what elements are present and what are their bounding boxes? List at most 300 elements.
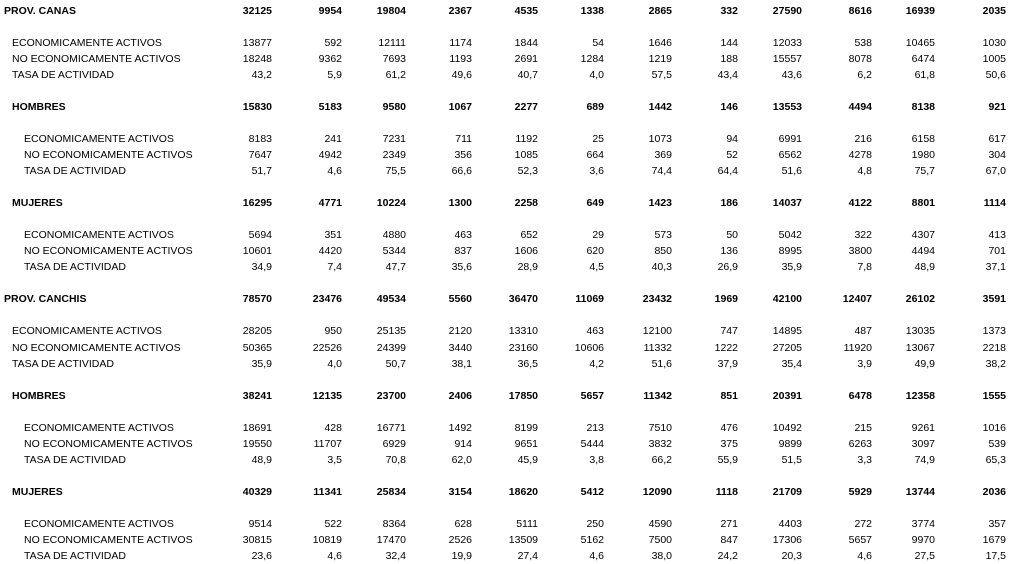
row-label: PROV. CANAS xyxy=(4,5,76,17)
table-cell: 13067 xyxy=(905,342,935,354)
table-cell: 57,5 xyxy=(651,69,672,81)
table-cell: 12358 xyxy=(905,390,935,402)
table-cell: 5111 xyxy=(516,518,538,530)
table-row xyxy=(0,260,1010,274)
table-cell: 12033 xyxy=(772,37,802,49)
table-cell: 43,4 xyxy=(717,69,738,81)
table-cell: 2120 xyxy=(448,325,472,337)
table-cell: 15830 xyxy=(242,101,272,113)
table-cell: 7,4 xyxy=(327,261,342,273)
table-cell: 18620 xyxy=(508,486,538,498)
table-cell: 4494 xyxy=(911,245,935,257)
table-cell: 48,9 xyxy=(251,454,272,466)
table-cell: 8138 xyxy=(911,101,935,113)
row-label: TASA DE ACTIVIDAD xyxy=(24,261,126,273)
table-cell: 4,0 xyxy=(589,69,604,81)
table-cell: 6929 xyxy=(382,438,406,450)
table-cell: 21709 xyxy=(772,486,802,498)
table-cell: 9970 xyxy=(911,534,935,546)
table-cell: 23,6 xyxy=(251,550,272,562)
table-cell: 463 xyxy=(586,325,604,337)
table-row xyxy=(0,517,1010,531)
table-row xyxy=(0,453,1010,467)
table-cell: 6478 xyxy=(848,390,872,402)
table-cell: 18691 xyxy=(242,422,272,434)
group-header-row xyxy=(0,292,1010,306)
table-cell: 40329 xyxy=(242,486,272,498)
table-row xyxy=(0,68,1010,82)
table-cell: 13310 xyxy=(508,325,538,337)
table-cell: 54 xyxy=(592,37,604,49)
table-cell: 10465 xyxy=(905,37,935,49)
group-header-row xyxy=(0,196,1010,210)
table-cell: 32,4 xyxy=(385,550,406,562)
table-cell: 17306 xyxy=(772,534,802,546)
table-cell: 9651 xyxy=(514,438,538,450)
table-cell: 7693 xyxy=(382,53,406,65)
row-label: TASA DE ACTIVIDAD xyxy=(24,550,126,562)
table-cell: 26,9 xyxy=(717,261,738,273)
table-cell: 17,5 xyxy=(985,550,1006,562)
table-cell: 11069 xyxy=(575,293,604,305)
table-cell: 2218 xyxy=(982,342,1006,354)
table-cell: 3097 xyxy=(911,438,935,450)
table-cell: 847 xyxy=(720,534,738,546)
table-cell: 35,9 xyxy=(251,358,272,370)
table-cell: 25 xyxy=(592,133,604,145)
table-cell: 1969 xyxy=(714,293,738,305)
row-label: NO ECONOMICAMENTE ACTIVOS xyxy=(24,534,193,546)
row-label: ECONOMICAMENTE ACTIVOS xyxy=(12,325,162,337)
table-cell: 1646 xyxy=(648,37,672,49)
table-row xyxy=(0,244,1010,258)
table-row xyxy=(0,132,1010,146)
table-cell: 628 xyxy=(454,518,472,530)
table-cell: 11341 xyxy=(313,486,342,498)
table-cell: 689 xyxy=(586,101,604,113)
table-cell: 5929 xyxy=(848,486,872,498)
table-cell: 2367 xyxy=(448,5,472,17)
table-cell: 144 xyxy=(720,37,738,49)
table-cell: 272 xyxy=(854,518,872,530)
table-cell: 4420 xyxy=(318,245,342,257)
table-cell: 617 xyxy=(988,133,1006,145)
table-cell: 12111 xyxy=(378,37,406,49)
table-cell: 13744 xyxy=(905,486,935,498)
table-cell: 25135 xyxy=(376,325,406,337)
table-cell: 3,8 xyxy=(589,454,604,466)
table-cell: 4,8 xyxy=(857,165,872,177)
table-cell: 4307 xyxy=(911,229,935,241)
table-cell: 40,3 xyxy=(651,261,672,273)
table-cell: 2526 xyxy=(448,534,472,546)
table-cell: 136 xyxy=(720,245,738,257)
row-label: ECONOMICAMENTE ACTIVOS xyxy=(24,422,174,434)
table-cell: 3440 xyxy=(448,342,472,354)
table-cell: 32125 xyxy=(242,5,272,17)
table-cell: 1423 xyxy=(648,197,672,209)
table-cell: 369 xyxy=(654,149,672,161)
table-cell: 1073 xyxy=(648,133,672,145)
table-cell: 17850 xyxy=(508,390,538,402)
row-label: TASA DE ACTIVIDAD xyxy=(24,165,126,177)
table-cell: 50 xyxy=(726,229,738,241)
table-cell: 711 xyxy=(455,133,472,145)
table-cell: 52 xyxy=(726,149,738,161)
table-cell: 2691 xyxy=(514,53,538,65)
table-cell: 11332 xyxy=(643,342,672,354)
table-cell: 4278 xyxy=(848,149,872,161)
group-header-row xyxy=(0,4,1010,18)
table-cell: 3832 xyxy=(648,438,672,450)
table-cell: 701 xyxy=(988,245,1006,257)
table-row xyxy=(0,228,1010,242)
table-cell: 19,9 xyxy=(451,550,472,562)
table-cell: 6,2 xyxy=(857,69,872,81)
table-cell: 5657 xyxy=(848,534,872,546)
table-cell: 10601 xyxy=(242,245,272,257)
table-cell: 11707 xyxy=(313,438,342,450)
table-cell: 7,8 xyxy=(857,261,872,273)
group-header-row xyxy=(0,100,1010,114)
table-cell: 1030 xyxy=(982,37,1006,49)
table-cell: 522 xyxy=(324,518,342,530)
table-cell: 38241 xyxy=(242,390,272,402)
table-cell: 5657 xyxy=(580,390,604,402)
table-cell: 12090 xyxy=(642,486,672,498)
row-label: TASA DE ACTIVIDAD xyxy=(12,69,114,81)
table-cell: 1085 xyxy=(514,149,538,161)
table-cell: 9899 xyxy=(778,438,802,450)
table-cell: 1492 xyxy=(448,422,472,434)
table-cell: 1174 xyxy=(449,37,472,49)
table-cell: 3,3 xyxy=(857,454,872,466)
table-cell: 2277 xyxy=(514,101,538,113)
row-label: MUJERES xyxy=(12,486,63,498)
table-cell: 47,7 xyxy=(385,261,406,273)
table-row xyxy=(0,533,1010,547)
table-cell: 2865 xyxy=(648,5,672,17)
table-cell: 6991 xyxy=(778,133,802,145)
table-cell: 37,9 xyxy=(717,358,738,370)
table-cell: 45,9 xyxy=(517,454,538,466)
row-label: NO ECONOMICAMENTE ACTIVOS xyxy=(12,53,181,65)
row-label: NO ECONOMICAMENTE ACTIVOS xyxy=(24,245,193,257)
table-cell: 28205 xyxy=(242,325,272,337)
row-label: NO ECONOMICAMENTE ACTIVOS xyxy=(24,149,193,161)
table-cell: 664 xyxy=(586,149,604,161)
table-cell: 1980 xyxy=(911,149,935,161)
table-cell: 4,6 xyxy=(327,550,342,562)
table-cell: 5444 xyxy=(580,438,604,450)
table-cell: 3591 xyxy=(982,293,1006,305)
table-cell: 10224 xyxy=(376,197,406,209)
table-cell: 304 xyxy=(988,149,1006,161)
table-cell: 35,6 xyxy=(451,261,472,273)
table-cell: 50,6 xyxy=(985,69,1006,81)
table-cell: 1005 xyxy=(982,53,1006,65)
table-cell: 620 xyxy=(586,245,604,257)
table-cell: 215 xyxy=(854,422,872,434)
table-cell: 592 xyxy=(324,37,342,49)
table-cell: 8801 xyxy=(911,197,935,209)
table-cell: 950 xyxy=(324,325,342,337)
table-cell: 7647 xyxy=(248,149,272,161)
table-cell: 23432 xyxy=(642,293,672,305)
table-row xyxy=(0,36,1010,50)
row-label: TASA DE ACTIVIDAD xyxy=(24,454,126,466)
table-row xyxy=(0,148,1010,162)
table-cell: 50365 xyxy=(242,342,272,354)
table-cell: 14037 xyxy=(772,197,802,209)
table-cell: 375 xyxy=(720,438,738,450)
table-cell: 24,2 xyxy=(717,550,738,562)
table-cell: 7510 xyxy=(648,422,672,434)
table-cell: 1222 xyxy=(714,342,738,354)
table-cell: 241 xyxy=(324,133,342,145)
table-cell: 4,6 xyxy=(857,550,872,562)
table-cell: 37,1 xyxy=(985,261,1006,273)
row-label: ECONOMICAMENTE ACTIVOS xyxy=(24,229,174,241)
table-cell: 78570 xyxy=(242,293,272,305)
table-cell: 36,5 xyxy=(517,358,538,370)
table-cell: 332 xyxy=(720,5,738,17)
table-cell: 17470 xyxy=(376,534,406,546)
table-cell: 51,7 xyxy=(251,165,272,177)
table-cell: 4494 xyxy=(848,101,872,113)
table-cell: 24399 xyxy=(376,342,406,354)
table-cell: 74,4 xyxy=(651,165,672,177)
table-cell: 539 xyxy=(988,438,1006,450)
table-cell: 51,5 xyxy=(781,454,802,466)
table-cell: 43,2 xyxy=(251,69,272,81)
table-cell: 914 xyxy=(454,438,472,450)
table-row xyxy=(0,52,1010,66)
table-cell: 3,5 xyxy=(327,454,342,466)
table-cell: 49,9 xyxy=(914,358,935,370)
table-cell: 51,6 xyxy=(781,165,802,177)
table-cell: 66,2 xyxy=(651,454,672,466)
row-label: MUJERES xyxy=(12,197,63,209)
table-cell: 38,0 xyxy=(651,550,672,562)
table-cell: 4590 xyxy=(648,518,672,530)
table-cell: 4880 xyxy=(382,229,406,241)
table-cell: 4535 xyxy=(514,5,538,17)
group-header-row xyxy=(0,389,1010,403)
table-cell: 5560 xyxy=(448,293,472,305)
table-row xyxy=(0,437,1010,451)
table-cell: 428 xyxy=(324,422,342,434)
table-cell: 476 xyxy=(720,422,738,434)
row-label: NO ECONOMICAMENTE ACTIVOS xyxy=(12,342,181,354)
table-row xyxy=(0,324,1010,338)
table-cell: 4,0 xyxy=(327,358,342,370)
table-cell: 2349 xyxy=(382,149,406,161)
table-cell: 42100 xyxy=(772,293,802,305)
table-cell: 20391 xyxy=(772,390,802,402)
table-cell: 12100 xyxy=(642,325,672,337)
table-cell: 13509 xyxy=(508,534,538,546)
table-cell: 1193 xyxy=(449,53,472,65)
table-cell: 14895 xyxy=(772,325,802,337)
table-cell: 62,0 xyxy=(451,454,472,466)
table-cell: 1114 xyxy=(983,197,1006,209)
table-cell: 8995 xyxy=(778,245,802,257)
table-cell: 67,0 xyxy=(985,165,1006,177)
table-cell: 271 xyxy=(720,518,738,530)
table-cell: 837 xyxy=(454,245,472,257)
table-cell: 26102 xyxy=(905,293,935,305)
table-cell: 50,7 xyxy=(385,358,406,370)
table-cell: 19550 xyxy=(242,438,272,450)
table-cell: 1555 xyxy=(982,390,1006,402)
table-cell: 27,4 xyxy=(517,550,538,562)
table-cell: 11920 xyxy=(843,342,872,354)
table-cell: 5412 xyxy=(580,486,604,498)
table-cell: 43,6 xyxy=(781,69,802,81)
table-cell: 3774 xyxy=(911,518,935,530)
table-cell: 322 xyxy=(854,229,872,241)
table-cell: 216 xyxy=(854,133,872,145)
table-cell: 7500 xyxy=(648,534,672,546)
table-cell: 573 xyxy=(654,229,672,241)
table-cell: 13035 xyxy=(905,325,935,337)
table-cell: 27590 xyxy=(772,5,802,17)
table-cell: 23476 xyxy=(312,293,342,305)
table-cell: 35,9 xyxy=(781,261,802,273)
table-cell: 23700 xyxy=(376,390,406,402)
table-cell: 25834 xyxy=(376,486,406,498)
table-cell: 15557 xyxy=(772,53,802,65)
table-cell: 4403 xyxy=(778,518,802,530)
table-cell: 18248 xyxy=(242,53,272,65)
table-cell: 4771 xyxy=(318,197,342,209)
table-cell: 8364 xyxy=(382,518,406,530)
table-cell: 6562 xyxy=(778,149,802,161)
table-cell: 146 xyxy=(720,101,738,113)
table-cell: 48,9 xyxy=(914,261,935,273)
table-cell: 75,7 xyxy=(914,165,935,177)
table-cell: 40,7 xyxy=(517,69,538,81)
table-cell: 27205 xyxy=(772,342,802,354)
table-cell: 4,2 xyxy=(589,358,604,370)
table-cell: 4,6 xyxy=(327,165,342,177)
table-cell: 20,3 xyxy=(781,550,802,562)
table-cell: 9580 xyxy=(382,101,406,113)
table-cell: 10606 xyxy=(574,342,604,354)
table-cell: 4,6 xyxy=(589,550,604,562)
table-cell: 3800 xyxy=(848,245,872,257)
table-cell: 4122 xyxy=(848,197,872,209)
table-cell: 13877 xyxy=(242,37,272,49)
table-cell: 3,9 xyxy=(857,358,872,370)
table-cell: 3,6 xyxy=(589,165,604,177)
table-cell: 13553 xyxy=(772,101,802,113)
table-cell: 851 xyxy=(720,390,738,402)
table-cell: 49534 xyxy=(376,293,406,305)
table-cell: 12407 xyxy=(842,293,872,305)
table-cell: 5042 xyxy=(778,229,802,241)
table-cell: 5162 xyxy=(580,534,604,546)
table-cell: 250 xyxy=(586,518,604,530)
table-cell: 34,9 xyxy=(251,261,272,273)
table-cell: 61,2 xyxy=(385,69,406,81)
table-cell: 1679 xyxy=(982,534,1006,546)
table-cell: 36470 xyxy=(508,293,538,305)
table-cell: 4,5 xyxy=(589,261,604,273)
table-row xyxy=(0,341,1010,355)
table-row xyxy=(0,421,1010,435)
table-cell: 27,5 xyxy=(914,550,935,562)
table-cell: 356 xyxy=(454,149,472,161)
row-label: NO ECONOMICAMENTE ACTIVOS xyxy=(24,438,193,450)
table-cell: 7231 xyxy=(382,133,406,145)
table-cell: 5344 xyxy=(382,245,406,257)
table-cell: 357 xyxy=(988,518,1006,530)
row-label: HOMBRES xyxy=(12,390,66,402)
table-cell: 1067 xyxy=(448,101,472,113)
table-row xyxy=(0,549,1010,563)
table-cell: 49,6 xyxy=(451,69,472,81)
table-cell: 65,3 xyxy=(985,454,1006,466)
table-cell: 64,4 xyxy=(717,165,738,177)
table-cell: 8078 xyxy=(848,53,872,65)
row-label: ECONOMICAMENTE ACTIVOS xyxy=(12,37,162,49)
table-cell: 9362 xyxy=(318,53,342,65)
table-cell: 538 xyxy=(854,37,872,49)
table-cell: 6158 xyxy=(911,133,935,145)
table-cell: 75,5 xyxy=(385,165,406,177)
table-cell: 850 xyxy=(654,245,672,257)
table-cell: 2406 xyxy=(448,390,472,402)
table-cell: 38,2 xyxy=(985,358,1006,370)
table-cell: 5,9 xyxy=(327,69,342,81)
table-cell: 6263 xyxy=(848,438,872,450)
table-cell: 16939 xyxy=(905,5,935,17)
table-cell: 351 xyxy=(324,229,342,241)
table-cell: 4942 xyxy=(318,149,342,161)
table-cell: 10492 xyxy=(772,422,802,434)
table-cell: 10819 xyxy=(312,534,342,546)
table-cell: 1192 xyxy=(515,133,538,145)
row-label: HOMBRES xyxy=(12,101,66,113)
table-cell: 188 xyxy=(720,53,738,65)
table-cell: 74,9 xyxy=(914,454,935,466)
table-cell: 921 xyxy=(988,101,1006,113)
table-cell: 12135 xyxy=(312,390,342,402)
table-cell: 1284 xyxy=(580,53,604,65)
table-cell: 1442 xyxy=(648,101,672,113)
table-cell: 213 xyxy=(586,422,604,434)
row-label: ECONOMICAMENTE ACTIVOS xyxy=(24,518,174,530)
table-cell: 94 xyxy=(726,133,738,145)
group-header-row xyxy=(0,485,1010,499)
table-cell: 1300 xyxy=(448,197,472,209)
table-cell: 5694 xyxy=(248,229,272,241)
table-cell: 3154 xyxy=(448,486,472,498)
table-cell: 9261 xyxy=(911,422,935,434)
table-cell: 652 xyxy=(520,229,538,241)
table-cell: 9954 xyxy=(318,5,342,17)
table-cell: 487 xyxy=(854,325,872,337)
table-cell: 463 xyxy=(454,229,472,241)
table-cell: 747 xyxy=(720,325,738,337)
table-cell: 1606 xyxy=(514,245,538,257)
table-cell: 35,4 xyxy=(781,358,802,370)
table-cell: 23160 xyxy=(508,342,538,354)
table-cell: 16295 xyxy=(242,197,272,209)
table-cell: 16771 xyxy=(376,422,406,434)
